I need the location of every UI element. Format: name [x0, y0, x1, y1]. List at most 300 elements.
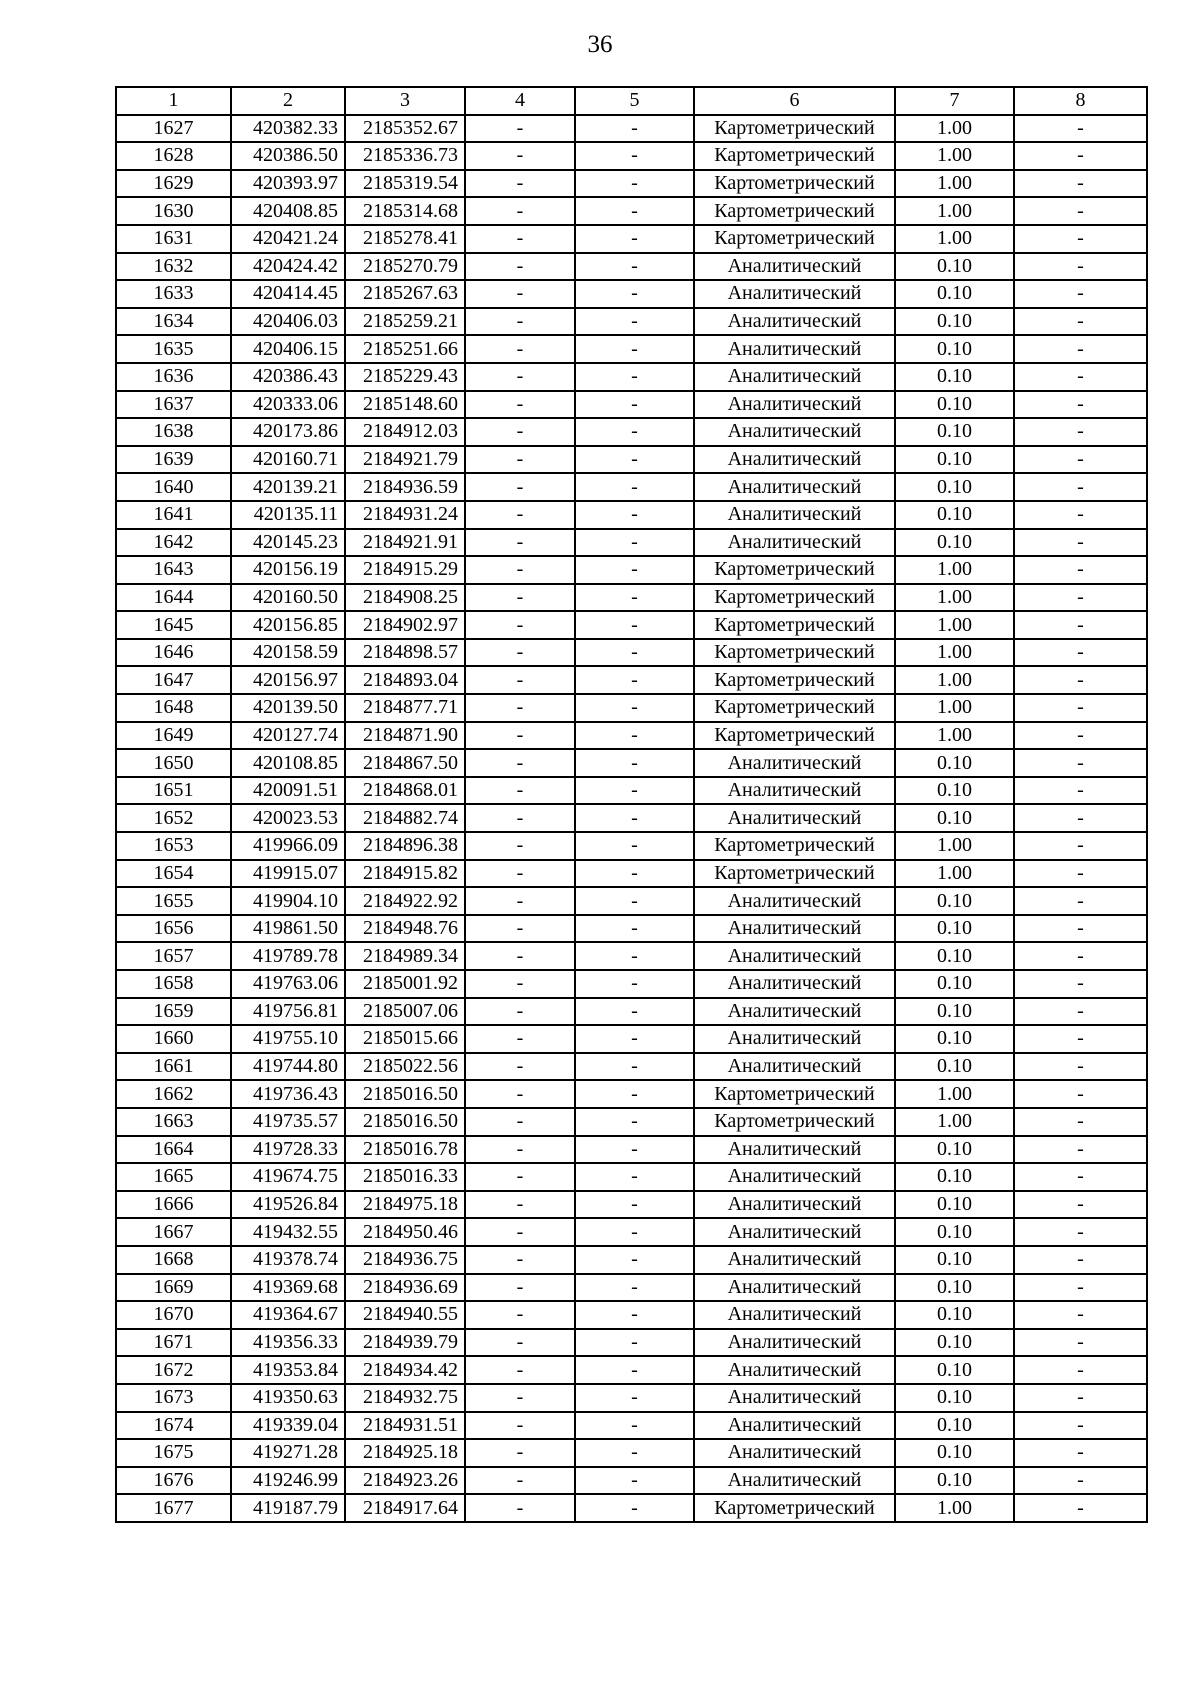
x-coordinate-cell: 420023.53	[231, 804, 345, 832]
accuracy-cell: 0.10	[895, 1246, 1014, 1274]
y-coordinate-cell: 2185319.54	[345, 170, 465, 198]
point-number-cell: 1675	[116, 1439, 231, 1467]
method-cell: Картометрический	[694, 860, 895, 888]
table-row	[116, 280, 1147, 308]
column-8-cell: -	[1014, 1356, 1147, 1384]
column-5-cell: -	[575, 1274, 694, 1302]
column-4-cell: -	[465, 280, 575, 308]
page-number: 36	[587, 31, 613, 58]
point-number-cell: 1637	[116, 391, 231, 419]
method-cell: Аналитический	[694, 1384, 895, 1412]
table-row	[116, 970, 1147, 998]
point-number-cell: 1656	[116, 915, 231, 943]
column-8-cell: -	[1014, 942, 1147, 970]
column-5-cell: -	[575, 1163, 694, 1191]
y-coordinate-cell: 2184871.90	[345, 722, 465, 750]
table-row	[116, 1494, 1147, 1522]
accuracy-cell: 0.10	[895, 1191, 1014, 1219]
x-coordinate-cell: 419915.07	[231, 860, 345, 888]
y-coordinate-cell: 2185007.06	[345, 998, 465, 1026]
x-coordinate-cell: 419432.55	[231, 1218, 345, 1246]
accuracy-cell: 0.10	[895, 1412, 1014, 1440]
column-8-cell: -	[1014, 170, 1147, 198]
column-5-cell: -	[575, 942, 694, 970]
column-5-cell: -	[575, 418, 694, 446]
accuracy-cell: 0.10	[895, 998, 1014, 1026]
accuracy-cell: 0.10	[895, 335, 1014, 363]
column-8-cell: -	[1014, 584, 1147, 612]
accuracy-cell: 0.10	[895, 1163, 1014, 1191]
method-cell: Аналитический	[694, 887, 895, 915]
point-number-cell: 1663	[116, 1108, 231, 1136]
point-number-cell: 1665	[116, 1163, 231, 1191]
point-number-cell: 1673	[116, 1384, 231, 1412]
y-coordinate-cell: 2185001.92	[345, 970, 465, 998]
column-5-cell: -	[575, 142, 694, 170]
column-8-cell: -	[1014, 446, 1147, 474]
table-row	[116, 1274, 1147, 1302]
accuracy-cell: 1.00	[895, 170, 1014, 198]
point-number-cell: 1650	[116, 749, 231, 777]
column-8-cell: -	[1014, 1163, 1147, 1191]
column-5-cell: -	[575, 335, 694, 363]
column-5-cell: -	[575, 749, 694, 777]
column-8-cell: -	[1014, 418, 1147, 446]
point-number-cell: 1668	[116, 1246, 231, 1274]
method-cell: Аналитический	[694, 1274, 895, 1302]
y-coordinate-cell: 2184922.92	[345, 887, 465, 915]
point-number-cell: 1654	[116, 860, 231, 888]
column-4-cell: -	[465, 998, 575, 1026]
column-5-cell: -	[575, 1494, 694, 1522]
column-5-cell: -	[575, 611, 694, 639]
point-number-cell: 1657	[116, 942, 231, 970]
column-8-cell: -	[1014, 1218, 1147, 1246]
column-4-cell: -	[465, 639, 575, 667]
column-8-cell: -	[1014, 998, 1147, 1026]
table-header-row	[116, 87, 1147, 115]
y-coordinate-cell: 2185016.50	[345, 1108, 465, 1136]
column-4-cell: -	[465, 446, 575, 474]
accuracy-cell: 0.10	[895, 1467, 1014, 1495]
column-4-cell: -	[465, 335, 575, 363]
column-4-cell: -	[465, 1274, 575, 1302]
column-5-cell: -	[575, 860, 694, 888]
method-cell: Картометрический	[694, 639, 895, 667]
column-4-cell: -	[465, 225, 575, 253]
point-number-cell: 1628	[116, 142, 231, 170]
column-4-cell: -	[465, 501, 575, 529]
accuracy-cell: 0.10	[895, 1356, 1014, 1384]
table-body	[116, 115, 1147, 1522]
point-number-cell: 1677	[116, 1494, 231, 1522]
column-5-cell: -	[575, 1301, 694, 1329]
column-5-cell: -	[575, 666, 694, 694]
x-coordinate-cell: 419356.33	[231, 1329, 345, 1357]
accuracy-cell: 1.00	[895, 197, 1014, 225]
column-8-cell: -	[1014, 611, 1147, 639]
method-cell: Картометрический	[694, 197, 895, 225]
x-coordinate-cell: 420406.03	[231, 308, 345, 336]
table-row	[116, 942, 1147, 970]
column-5-cell: -	[575, 722, 694, 750]
table-row	[116, 804, 1147, 832]
y-coordinate-cell: 2185278.41	[345, 225, 465, 253]
column-8-cell: -	[1014, 280, 1147, 308]
accuracy-cell: 0.10	[895, 529, 1014, 557]
point-number-cell: 1642	[116, 529, 231, 557]
method-cell: Аналитический	[694, 280, 895, 308]
column-5-cell: -	[575, 832, 694, 860]
column-5-cell: -	[575, 501, 694, 529]
method-cell: Аналитический	[694, 1218, 895, 1246]
column-8-cell: -	[1014, 887, 1147, 915]
y-coordinate-cell: 2185352.67	[345, 115, 465, 143]
x-coordinate-cell: 420156.85	[231, 611, 345, 639]
column-5-cell: -	[575, 115, 694, 143]
x-coordinate-cell: 419763.06	[231, 970, 345, 998]
point-number-cell: 1634	[116, 308, 231, 336]
y-coordinate-cell: 2185251.66	[345, 335, 465, 363]
column-4-cell: -	[465, 529, 575, 557]
point-number-cell: 1632	[116, 253, 231, 281]
column-8-cell: -	[1014, 1080, 1147, 1108]
column-8-cell: -	[1014, 970, 1147, 998]
x-coordinate-cell: 420408.85	[231, 197, 345, 225]
method-cell: Картометрический	[694, 170, 895, 198]
method-cell: Картометрический	[694, 1108, 895, 1136]
x-coordinate-cell: 419736.43	[231, 1080, 345, 1108]
column-4-cell: -	[465, 722, 575, 750]
accuracy-cell: 1.00	[895, 1494, 1014, 1522]
column-5-cell: -	[575, 1218, 694, 1246]
method-cell: Аналитический	[694, 501, 895, 529]
column-4-cell: -	[465, 170, 575, 198]
column-header: 2	[231, 87, 345, 115]
table-row	[116, 1246, 1147, 1274]
method-cell: Картометрический	[694, 115, 895, 143]
table-row	[116, 915, 1147, 943]
x-coordinate-cell: 420382.33	[231, 115, 345, 143]
column-5-cell: -	[575, 694, 694, 722]
x-coordinate-cell: 419526.84	[231, 1191, 345, 1219]
y-coordinate-cell: 2185015.66	[345, 1025, 465, 1053]
table-row	[116, 115, 1147, 143]
accuracy-cell: 1.00	[895, 611, 1014, 639]
column-4-cell: -	[465, 694, 575, 722]
column-5-cell: -	[575, 1191, 694, 1219]
column-8-cell: -	[1014, 860, 1147, 888]
column-4-cell: -	[465, 1025, 575, 1053]
y-coordinate-cell: 2184940.55	[345, 1301, 465, 1329]
point-number-cell: 1640	[116, 473, 231, 501]
column-4-cell: -	[465, 1356, 575, 1384]
x-coordinate-cell: 419966.09	[231, 832, 345, 860]
accuracy-cell: 1.00	[895, 722, 1014, 750]
column-5-cell: -	[575, 1384, 694, 1412]
column-header: 1	[116, 87, 231, 115]
y-coordinate-cell: 2184936.69	[345, 1274, 465, 1302]
table-row	[116, 225, 1147, 253]
table-row	[116, 446, 1147, 474]
table-row	[116, 1136, 1147, 1164]
column-8-cell: -	[1014, 1053, 1147, 1081]
method-cell: Аналитический	[694, 473, 895, 501]
column-5-cell: -	[575, 225, 694, 253]
accuracy-cell: 0.10	[895, 749, 1014, 777]
column-5-cell: -	[575, 1080, 694, 1108]
column-8-cell: -	[1014, 832, 1147, 860]
column-5-cell: -	[575, 446, 694, 474]
accuracy-cell: 0.10	[895, 253, 1014, 281]
column-8-cell: -	[1014, 197, 1147, 225]
y-coordinate-cell: 2185336.73	[345, 142, 465, 170]
accuracy-cell: 1.00	[895, 860, 1014, 888]
y-coordinate-cell: 2185314.68	[345, 197, 465, 225]
table-row	[116, 887, 1147, 915]
point-number-cell: 1661	[116, 1053, 231, 1081]
column-8-cell: -	[1014, 556, 1147, 584]
column-8-cell: -	[1014, 1108, 1147, 1136]
column-5-cell: -	[575, 1356, 694, 1384]
column-5-cell: -	[575, 253, 694, 281]
column-8-cell: -	[1014, 1246, 1147, 1274]
point-number-cell: 1630	[116, 197, 231, 225]
y-coordinate-cell: 2184898.57	[345, 639, 465, 667]
accuracy-cell: 1.00	[895, 556, 1014, 584]
point-number-cell: 1649	[116, 722, 231, 750]
table-row	[116, 473, 1147, 501]
column-4-cell: -	[465, 1412, 575, 1440]
column-5-cell: -	[575, 777, 694, 805]
table-row	[116, 418, 1147, 446]
method-cell: Аналитический	[694, 915, 895, 943]
x-coordinate-cell: 420158.59	[231, 639, 345, 667]
table-row	[116, 501, 1147, 529]
column-8-cell: -	[1014, 639, 1147, 667]
table-row	[116, 142, 1147, 170]
column-4-cell: -	[465, 1136, 575, 1164]
point-number-cell: 1659	[116, 998, 231, 1026]
column-5-cell: -	[575, 280, 694, 308]
accuracy-cell: 0.10	[895, 1274, 1014, 1302]
x-coordinate-cell: 419728.33	[231, 1136, 345, 1164]
column-4-cell: -	[465, 1053, 575, 1081]
x-coordinate-cell: 419369.68	[231, 1274, 345, 1302]
y-coordinate-cell: 2184921.79	[345, 446, 465, 474]
column-4-cell: -	[465, 1329, 575, 1357]
x-coordinate-cell: 419904.10	[231, 887, 345, 915]
accuracy-cell: 1.00	[895, 639, 1014, 667]
x-coordinate-cell: 420386.43	[231, 363, 345, 391]
column-4-cell: -	[465, 391, 575, 419]
y-coordinate-cell: 2184936.59	[345, 473, 465, 501]
table-row	[116, 1080, 1147, 1108]
column-4-cell: -	[465, 860, 575, 888]
table-row	[116, 722, 1147, 750]
accuracy-cell: 1.00	[895, 584, 1014, 612]
x-coordinate-cell: 420139.50	[231, 694, 345, 722]
method-cell: Картометрический	[694, 1494, 895, 1522]
column-4-cell: -	[465, 1108, 575, 1136]
column-8-cell: -	[1014, 666, 1147, 694]
y-coordinate-cell: 2184868.01	[345, 777, 465, 805]
column-4-cell: -	[465, 749, 575, 777]
column-8-cell: -	[1014, 225, 1147, 253]
column-4-cell: -	[465, 115, 575, 143]
column-5-cell: -	[575, 556, 694, 584]
point-number-cell: 1662	[116, 1080, 231, 1108]
accuracy-cell: 1.00	[895, 225, 1014, 253]
y-coordinate-cell: 2185259.21	[345, 308, 465, 336]
accuracy-cell: 0.10	[895, 915, 1014, 943]
table-row	[116, 1218, 1147, 1246]
point-number-cell: 1664	[116, 1136, 231, 1164]
column-5-cell: -	[575, 639, 694, 667]
accuracy-cell: 0.10	[895, 970, 1014, 998]
x-coordinate-cell: 420156.19	[231, 556, 345, 584]
point-number-cell: 1647	[116, 666, 231, 694]
column-8-cell: -	[1014, 722, 1147, 750]
method-cell: Аналитический	[694, 1246, 895, 1274]
column-8-cell: -	[1014, 308, 1147, 336]
column-8-cell: -	[1014, 1329, 1147, 1357]
table-row	[116, 1384, 1147, 1412]
y-coordinate-cell: 2184912.03	[345, 418, 465, 446]
column-5-cell: -	[575, 1108, 694, 1136]
point-number-cell: 1653	[116, 832, 231, 860]
accuracy-cell: 0.10	[895, 501, 1014, 529]
point-number-cell: 1655	[116, 887, 231, 915]
accuracy-cell: 0.10	[895, 391, 1014, 419]
method-cell: Картометрический	[694, 832, 895, 860]
column-8-cell: -	[1014, 777, 1147, 805]
point-number-cell: 1658	[116, 970, 231, 998]
column-5-cell: -	[575, 1467, 694, 1495]
method-cell: Аналитический	[694, 1356, 895, 1384]
column-5-cell: -	[575, 473, 694, 501]
y-coordinate-cell: 2184934.42	[345, 1356, 465, 1384]
y-coordinate-cell: 2184867.50	[345, 749, 465, 777]
y-coordinate-cell: 2184877.71	[345, 694, 465, 722]
column-8-cell: -	[1014, 1191, 1147, 1219]
point-number-cell: 1660	[116, 1025, 231, 1053]
x-coordinate-cell: 419755.10	[231, 1025, 345, 1053]
point-number-cell: 1676	[116, 1467, 231, 1495]
table-row	[116, 363, 1147, 391]
column-4-cell: -	[465, 611, 575, 639]
accuracy-cell: 0.10	[895, 446, 1014, 474]
y-coordinate-cell: 2184915.82	[345, 860, 465, 888]
accuracy-cell: 0.10	[895, 1025, 1014, 1053]
method-cell: Аналитический	[694, 1329, 895, 1357]
column-5-cell: -	[575, 529, 694, 557]
x-coordinate-cell: 419246.99	[231, 1467, 345, 1495]
accuracy-cell: 0.10	[895, 363, 1014, 391]
coordinates-table	[115, 86, 1148, 1523]
accuracy-cell: 0.10	[895, 1384, 1014, 1412]
column-4-cell: -	[465, 1163, 575, 1191]
column-4-cell: -	[465, 804, 575, 832]
table-row	[116, 529, 1147, 557]
column-8-cell: -	[1014, 501, 1147, 529]
x-coordinate-cell: 419744.80	[231, 1053, 345, 1081]
column-8-cell: -	[1014, 1412, 1147, 1440]
table-row	[116, 998, 1147, 1026]
column-5-cell: -	[575, 1246, 694, 1274]
accuracy-cell: 0.10	[895, 418, 1014, 446]
column-8-cell: -	[1014, 142, 1147, 170]
column-header: 4	[465, 87, 575, 115]
point-number-cell: 1639	[116, 446, 231, 474]
x-coordinate-cell: 420135.11	[231, 501, 345, 529]
y-coordinate-cell: 2185016.50	[345, 1080, 465, 1108]
point-number-cell: 1629	[116, 170, 231, 198]
table-row	[116, 197, 1147, 225]
x-coordinate-cell: 420406.15	[231, 335, 345, 363]
point-number-cell: 1666	[116, 1191, 231, 1219]
table-row	[116, 749, 1147, 777]
point-number-cell: 1627	[116, 115, 231, 143]
y-coordinate-cell: 2184882.74	[345, 804, 465, 832]
x-coordinate-cell: 419735.57	[231, 1108, 345, 1136]
method-cell: Аналитический	[694, 1467, 895, 1495]
method-cell: Аналитический	[694, 1053, 895, 1081]
method-cell: Аналитический	[694, 308, 895, 336]
method-cell: Аналитический	[694, 942, 895, 970]
table-row	[116, 666, 1147, 694]
accuracy-cell: 1.00	[895, 694, 1014, 722]
point-number-cell: 1635	[116, 335, 231, 363]
x-coordinate-cell: 419378.74	[231, 1246, 345, 1274]
column-4-cell: -	[465, 666, 575, 694]
table-row	[116, 611, 1147, 639]
column-4-cell: -	[465, 308, 575, 336]
method-cell: Аналитический	[694, 1025, 895, 1053]
y-coordinate-cell: 2184931.24	[345, 501, 465, 529]
accuracy-cell: 1.00	[895, 832, 1014, 860]
column-4-cell: -	[465, 584, 575, 612]
column-5-cell: -	[575, 970, 694, 998]
accuracy-cell: 0.10	[895, 777, 1014, 805]
x-coordinate-cell: 419187.79	[231, 1494, 345, 1522]
method-cell: Аналитический	[694, 363, 895, 391]
y-coordinate-cell: 2185267.63	[345, 280, 465, 308]
column-5-cell: -	[575, 391, 694, 419]
accuracy-cell: 0.10	[895, 1301, 1014, 1329]
point-number-cell: 1641	[116, 501, 231, 529]
method-cell: Картометрический	[694, 611, 895, 639]
column-header: 6	[694, 87, 895, 115]
method-cell: Картометрический	[694, 666, 895, 694]
column-8-cell: -	[1014, 804, 1147, 832]
column-8-cell: -	[1014, 1494, 1147, 1522]
column-header: 7	[895, 87, 1014, 115]
y-coordinate-cell: 2184932.75	[345, 1384, 465, 1412]
column-8-cell: -	[1014, 1439, 1147, 1467]
column-8-cell: -	[1014, 391, 1147, 419]
y-coordinate-cell: 2184923.26	[345, 1467, 465, 1495]
method-cell: Аналитический	[694, 529, 895, 557]
accuracy-cell: 0.10	[895, 1329, 1014, 1357]
point-number-cell: 1648	[116, 694, 231, 722]
method-cell: Картометрический	[694, 556, 895, 584]
y-coordinate-cell: 2184925.18	[345, 1439, 465, 1467]
column-8-cell: -	[1014, 1467, 1147, 1495]
column-8-cell: -	[1014, 1025, 1147, 1053]
point-number-cell: 1644	[116, 584, 231, 612]
y-coordinate-cell: 2184908.25	[345, 584, 465, 612]
